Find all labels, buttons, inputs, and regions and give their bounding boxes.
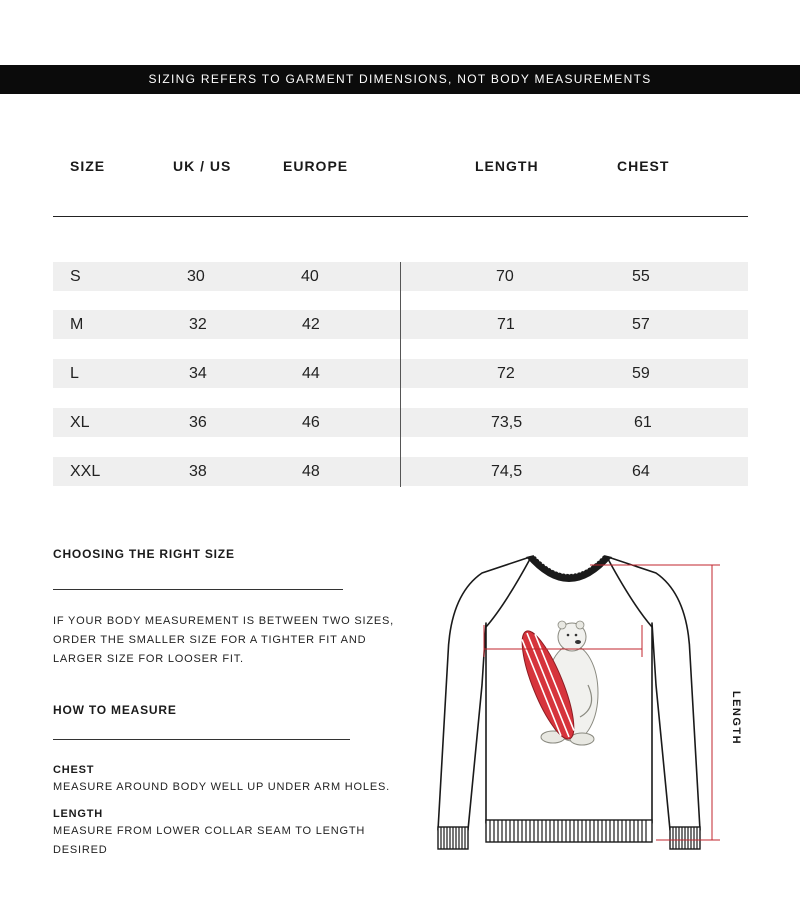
header-size: SIZE — [70, 158, 106, 174]
uk-us-cell: 38 — [189, 463, 207, 480]
collar-rib — [526, 555, 612, 582]
how-to-measure-title: HOW TO MEASURE — [53, 703, 177, 717]
header-length: LENGTH — [475, 158, 539, 174]
chest-instruction: MEASURE AROUND BODY WELL UP UNDER ARM HOLES. — [53, 781, 390, 793]
hem-rib — [486, 820, 652, 842]
size-cell: XXL — [70, 463, 101, 480]
choosing-line: IF YOUR BODY MEASUREMENT IS BETWEEN TWO SIZES, — [53, 615, 394, 627]
how-to-divider — [53, 739, 350, 740]
length-diagram-label: LENGTH — [730, 690, 742, 746]
header-europe: EUROPE — [283, 158, 349, 174]
length-cell: 70 — [496, 268, 514, 285]
length-line: DESIRED — [53, 844, 108, 856]
size-cell: L — [70, 365, 79, 382]
europe-cell: 40 — [301, 268, 319, 285]
length-cell: 73,5 — [491, 414, 523, 431]
europe-cell: 46 — [302, 414, 320, 431]
length-instruction — [53, 822, 365, 860]
cuff-right — [670, 827, 700, 849]
header-uk-us: UK / US — [173, 158, 232, 174]
size-cell: M — [70, 316, 84, 333]
length-line: MEASURE FROM LOWER COLLAR SEAM TO LENGTH — [53, 825, 366, 837]
header-divider — [53, 216, 748, 217]
length-subtitle: LENGTH — [53, 808, 104, 820]
sizing-banner: SIZING REFERS TO GARMENT DIMENSIONS, NOT BODY MEASUREMENTS — [0, 65, 800, 94]
choosing-text — [53, 612, 394, 669]
chest-cell: 55 — [632, 268, 650, 285]
chest-cell: 57 — [632, 316, 650, 333]
size-cell: S — [70, 268, 81, 285]
europe-cell: 44 — [302, 365, 320, 382]
chest-cell: 64 — [632, 463, 650, 480]
table-vertical-divider — [400, 262, 401, 487]
chest-subtitle: CHEST — [53, 764, 95, 776]
size-cell: XL — [70, 414, 90, 431]
choosing-divider — [53, 589, 343, 590]
uk-us-cell: 32 — [189, 316, 207, 333]
uk-us-cell: 34 — [189, 365, 207, 382]
length-cell: 71 — [497, 316, 515, 333]
chest-cell: 59 — [632, 365, 650, 382]
header-chest: CHEST — [617, 158, 670, 174]
choosing-line: ORDER THE SMALLER SIZE FOR A TIGHTER FIT AND — [53, 634, 367, 646]
chest-cell: 61 — [634, 414, 652, 431]
length-measure-line — [590, 565, 720, 840]
sweater-diagram — [420, 545, 750, 860]
uk-us-cell: 30 — [187, 268, 205, 285]
europe-cell: 42 — [302, 316, 320, 333]
uk-us-cell: 36 — [189, 414, 207, 431]
europe-cell: 48 — [302, 463, 320, 480]
cuff-left — [438, 827, 468, 849]
length-cell: 72 — [497, 365, 515, 382]
choosing-title: CHOOSING THE RIGHT SIZE — [53, 547, 235, 561]
length-cell: 74,5 — [491, 463, 523, 480]
choosing-line: LARGER SIZE FOR LOOSER FIT. — [53, 653, 244, 665]
